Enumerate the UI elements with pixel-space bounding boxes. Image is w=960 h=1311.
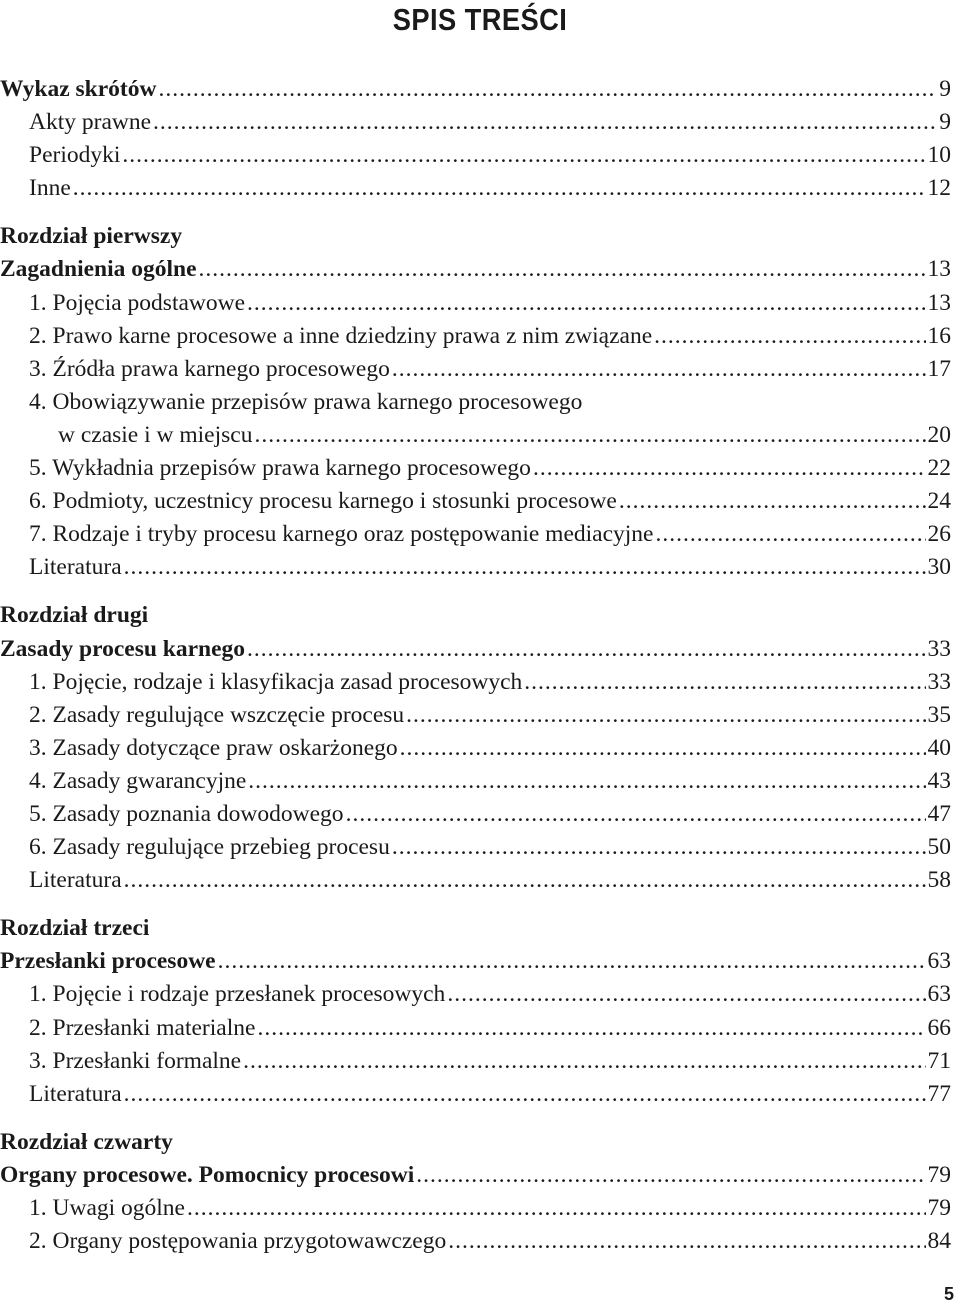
toc-entry-label: [0, 864, 122, 897]
toc-entry[interactable]: [0, 732, 951, 765]
toc-entry[interactable]: [0, 1159, 951, 1192]
toc-entry-number: 5.: [29, 800, 53, 827]
toc-page-number: 17: [927, 355, 951, 382]
dot-leader: [124, 1078, 926, 1111]
toc-entry-label: [0, 287, 245, 320]
chapter-heading: Rozdział drugi: [0, 602, 149, 629]
toc-entry-number: 1.: [29, 289, 53, 316]
toc-entry-number: 4.: [29, 388, 53, 415]
toc-entry-text: w czasie i w miejscu: [58, 421, 253, 448]
toc-entry-label: [0, 452, 531, 485]
toc-page-number: 79: [927, 1195, 951, 1221]
toc-entry-label: [0, 1045, 241, 1078]
toc-entry-label: [0, 485, 617, 518]
dot-leader: [524, 666, 925, 699]
toc-entry-text: Podmioty, uczestnicy procesu karnego i stosunki procesowe: [52, 488, 617, 515]
dot-leader: [416, 1159, 925, 1192]
toc-page-number: 9: [939, 76, 951, 102]
chapter-heading: Rozdział trzeci: [0, 915, 150, 942]
toc-entry-number: 3.: [29, 734, 53, 761]
dot-leader: [533, 452, 926, 485]
toc-page-number: 12: [927, 175, 951, 202]
toc-entry-label: [0, 633, 245, 666]
dot-leader: [247, 287, 925, 320]
dot-leader: [73, 172, 926, 205]
toc-entry[interactable]: [0, 864, 951, 897]
toc-page-number: 40: [927, 734, 951, 761]
toc-entry-number: 6.: [29, 834, 53, 861]
toc-page-number: 24: [927, 488, 951, 515]
toc-entry-number: 1.: [29, 668, 53, 695]
dot-leader: [257, 1012, 925, 1045]
toc-entry-number: 6.: [29, 488, 53, 515]
toc-page-number: 22: [927, 455, 951, 482]
dot-leader: [619, 485, 926, 518]
toc-entry-text: Literatura: [29, 867, 122, 894]
toc-entry-label: [0, 666, 522, 699]
toc-entry-text: Zasady regulujące przebieg procesu: [52, 834, 390, 861]
toc-entry-text: Literatura: [29, 554, 122, 581]
dot-leader: [218, 945, 926, 978]
toc-entry[interactable]: [0, 386, 951, 419]
toc-entry[interactable]: [0, 73, 951, 106]
toc-entry-label: [0, 73, 156, 106]
toc-page-number: 58: [927, 867, 951, 894]
toc-entry-text: Organy procesowe. Pomocnicy procesowi: [0, 1161, 415, 1188]
toc-entry[interactable]: [0, 452, 951, 485]
toc-entry[interactable]: [0, 172, 951, 205]
toc-entry-number: 4.: [29, 767, 53, 794]
toc-entry-text: Pojęcie i rodzaje przesłanek procesowych: [52, 981, 446, 1008]
toc-entry[interactable]: [0, 419, 951, 452]
toc-entry-text: Obowiązywanie przepisów prawa karnego procesowego: [52, 388, 583, 415]
toc-entry-text: Zagadnienia ogólne: [0, 256, 197, 283]
toc-entry-text: Zasady gwarancyjne: [52, 767, 247, 794]
toc-entry-label: [0, 1012, 255, 1045]
toc-entry-label: [0, 253, 197, 286]
toc-entry[interactable]: [0, 320, 951, 353]
toc-entry-text: Przesłanki materialne: [52, 1014, 256, 1041]
toc-entry-number: 7.: [29, 521, 53, 548]
toc-entry-text: Zasady procesu karnego: [0, 635, 246, 662]
toc-entry-number: 1.: [29, 1195, 53, 1221]
toc-page-number: 13: [927, 289, 951, 316]
toc-entry-text: Akty prawne: [29, 109, 152, 136]
toc-entry-text: Wykładnia przepisów prawa karnego procesowego: [52, 455, 531, 482]
dot-leader: [158, 73, 937, 106]
toc-entry[interactable]: [0, 485, 951, 518]
toc-entry-label: [0, 798, 344, 831]
toc-page-number: 77: [927, 1080, 951, 1107]
toc-page-number: 43: [927, 767, 951, 794]
toc-entry-text: Prawo karne procesowe a inne dziedziny prawa z nim związane: [52, 322, 653, 349]
dot-leader: [448, 1225, 925, 1258]
toc-entry-label: [0, 978, 445, 1011]
toc-page-number: 33: [927, 668, 951, 695]
toc-entry-text: Zasady dotyczące praw oskarżonego: [52, 734, 398, 761]
toc-entry-label: [0, 419, 252, 452]
toc-entry[interactable]: [0, 1045, 951, 1078]
toc-entry-text: Inne: [29, 175, 71, 202]
dot-leader: [243, 1045, 925, 1078]
toc-entry-text: Organy postępowania przygotowawczego: [52, 1228, 447, 1255]
dot-leader: [406, 699, 925, 732]
section-gap: [0, 1111, 951, 1126]
toc-page-number: 71: [927, 1047, 951, 1074]
toc-entry-label: [0, 1159, 414, 1192]
toc-page-number: 47: [927, 800, 951, 827]
toc-entry-label: [0, 1192, 185, 1225]
toc-page-number: 63: [927, 981, 951, 1008]
dot-leader: [122, 139, 925, 172]
toc-entry[interactable]: [0, 978, 951, 1011]
toc-entry-number: 3.: [29, 1047, 53, 1074]
chapter-heading: Rozdział pierwszy: [0, 223, 183, 250]
toc-entry-label: [0, 699, 404, 732]
dot-leader: [199, 253, 926, 286]
toc-entry[interactable]: [0, 666, 951, 699]
page-number: 5: [943, 1284, 954, 1304]
toc-entry[interactable]: [0, 139, 951, 172]
toc-entry[interactable]: [0, 551, 951, 584]
toc-entry[interactable]: [0, 1078, 951, 1111]
toc-entry[interactable]: [0, 106, 951, 139]
toc-entry-label: [0, 732, 398, 765]
section-gap: [0, 897, 951, 912]
toc-page-number: 63: [927, 948, 951, 975]
toc-entry-number: 2.: [29, 1228, 53, 1255]
toc-entry-text: Pojęcie, rodzaje i klasyfikacja zasad procesowych: [52, 668, 523, 695]
page-title: SPIS TREŚCI: [392, 2, 568, 37]
dot-leader: [655, 518, 925, 551]
toc-entry-number: 2.: [29, 701, 53, 728]
toc-entry[interactable]: [0, 798, 951, 831]
toc-page-number: 30: [927, 554, 951, 581]
toc-entry[interactable]: [0, 945, 951, 978]
toc-entry-label: [0, 106, 151, 139]
toc-entry-label: [0, 139, 120, 172]
toc-entry-number: 5.: [29, 455, 53, 482]
toc-page-number: 16: [927, 322, 951, 349]
toc-entry[interactable]: [0, 1012, 951, 1045]
toc-entry[interactable]: [0, 1225, 951, 1258]
toc-entry[interactable]: [0, 831, 951, 864]
toc-entry-label: [0, 172, 71, 205]
toc-entry-text: Pojęcia podstawowe: [52, 289, 246, 316]
toc-entry-text: Przesłanki formalne: [52, 1047, 242, 1074]
toc-entry-label: [0, 353, 390, 386]
toc-entry-text: Źródła prawa karnego procesowego: [52, 355, 390, 382]
toc-page-number: 10: [927, 142, 951, 169]
toc-entry[interactable]: [0, 699, 951, 732]
dot-leader: [248, 765, 925, 798]
dot-leader: [254, 419, 925, 452]
toc-page-number: 79: [927, 1161, 951, 1188]
dot-leader: [187, 1192, 926, 1225]
toc-entry-label: [0, 551, 122, 584]
toc-page-number: 13: [927, 256, 951, 283]
table-of-contents: [0, 73, 951, 1258]
dot-leader: [124, 551, 926, 584]
toc-entry-text: Wykaz skrótów: [0, 76, 157, 102]
toc-entry-text: Periodyki: [29, 142, 121, 169]
toc-entry-number: 1.: [29, 981, 53, 1008]
toc-entry-label: [0, 386, 582, 419]
toc-entry-number: 2.: [29, 1014, 53, 1041]
toc-entry[interactable]: [0, 633, 951, 666]
toc-entry-text: Zasady poznania dowodowego: [52, 800, 344, 827]
dot-leader: [400, 732, 926, 765]
toc-entry-text: Rodzaje i tryby procesu karnego oraz postępowanie mediacyjne: [52, 521, 654, 548]
toc-entry-label: [0, 831, 390, 864]
section-gap: [0, 584, 951, 599]
toc-page-number: 20: [927, 421, 951, 448]
toc-entry[interactable]: [0, 353, 951, 386]
toc-entry-label: [0, 320, 652, 353]
toc-entry[interactable]: [0, 253, 951, 286]
toc-entry[interactable]: [0, 1192, 951, 1225]
toc-entry-label: [0, 1225, 446, 1258]
toc-entry-label: [0, 945, 216, 978]
toc-page-number: 33: [927, 635, 951, 662]
dot-leader: [392, 831, 926, 864]
toc-page-number: 66: [927, 1014, 951, 1041]
toc-entry-text: Uwagi ogólne: [52, 1195, 185, 1221]
toc-page-number: 9: [939, 109, 951, 136]
toc-page-number: 35: [927, 701, 951, 728]
toc-page-number: 26: [927, 521, 951, 548]
toc-entry-text: Literatura: [29, 1080, 122, 1107]
toc-entry-label: [0, 765, 246, 798]
dot-leader: [346, 798, 926, 831]
toc-entry-label: [0, 1078, 122, 1111]
toc-entry-text: Zasady regulujące wszczęcie procesu: [52, 701, 405, 728]
toc-entry[interactable]: [0, 518, 951, 551]
toc-entry-number: 3.: [29, 355, 53, 382]
section-gap: [0, 205, 951, 220]
chapter-heading: Rozdział czwarty: [0, 1128, 173, 1155]
toc-page-number: 84: [927, 1228, 951, 1255]
toc-entry-text: Przesłanki procesowe: [0, 948, 216, 975]
toc-entry-number: 2.: [29, 322, 53, 349]
dot-leader: [124, 864, 926, 897]
dot-leader: [654, 320, 925, 353]
toc-entry[interactable]: [0, 287, 951, 320]
toc-entry[interactable]: [0, 765, 951, 798]
dot-leader: [447, 978, 925, 1011]
toc-page-number: 50: [927, 834, 951, 861]
dot-leader: [392, 353, 926, 386]
toc-entry-label: [0, 518, 653, 551]
dot-leader: [247, 633, 925, 666]
dot-leader: [153, 106, 937, 139]
